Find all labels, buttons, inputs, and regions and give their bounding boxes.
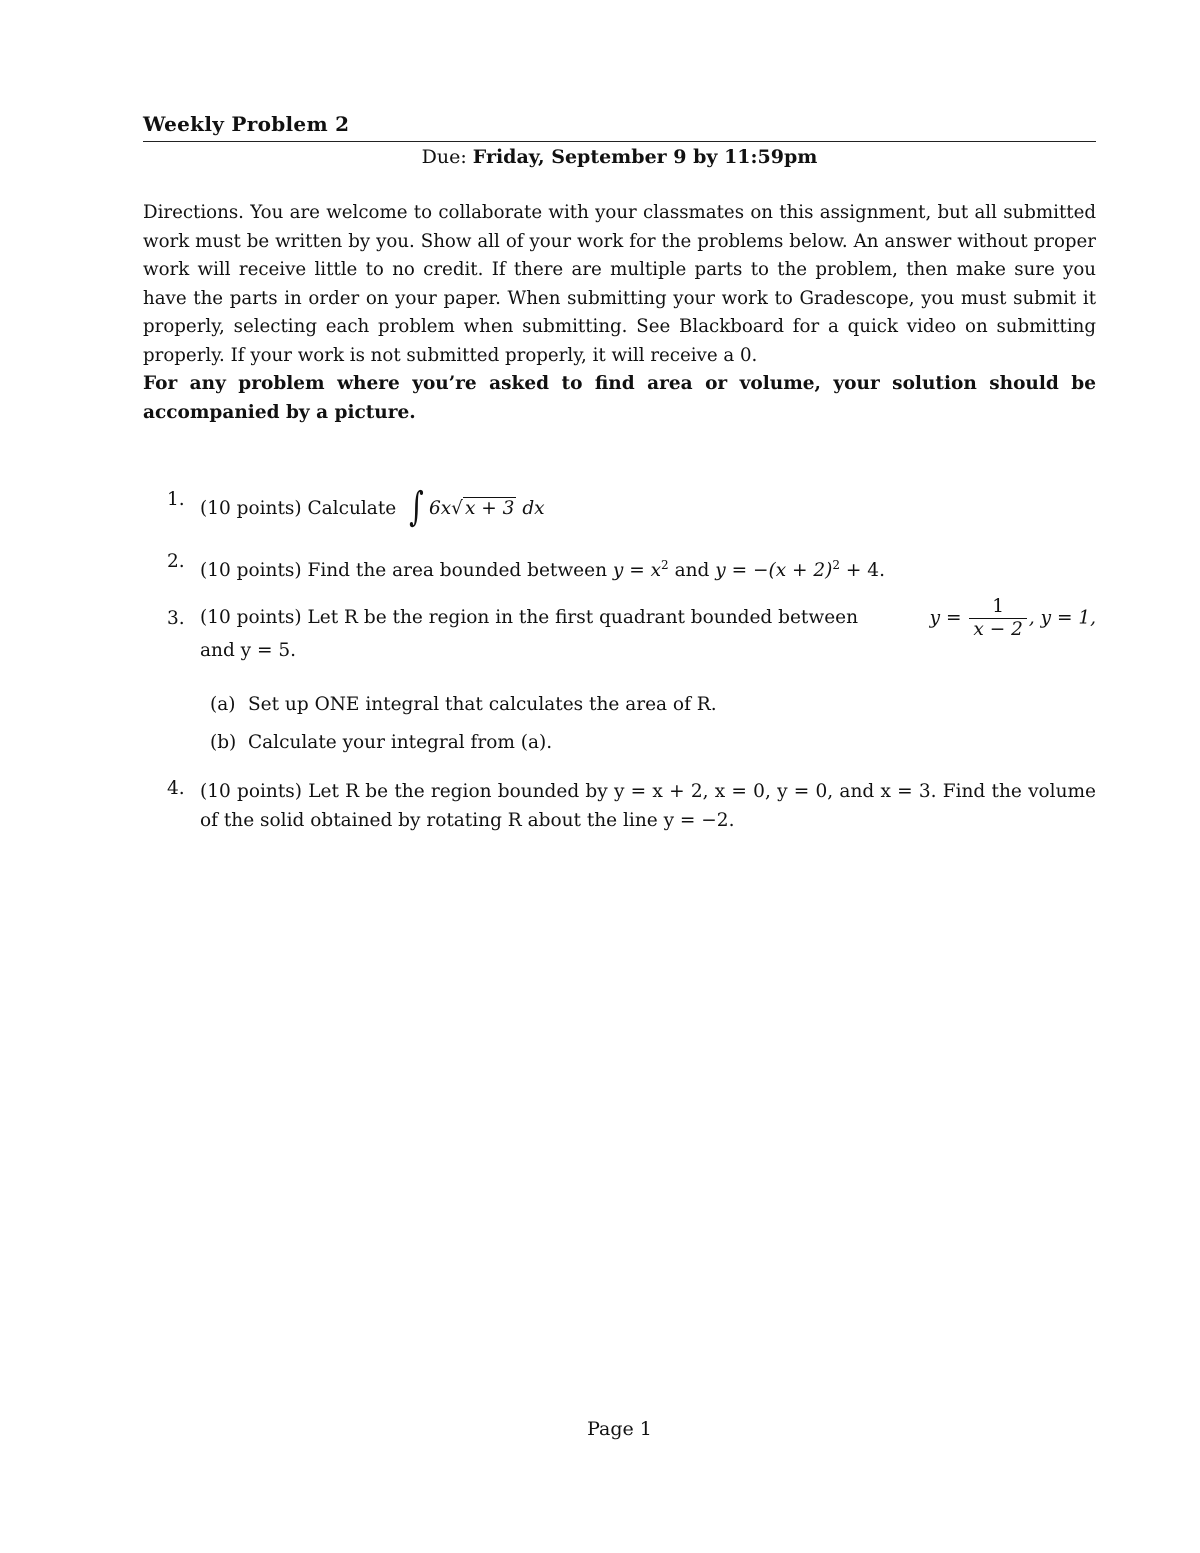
problem-text: Find the area bounded between	[307, 560, 607, 582]
document-page	[143, 0, 1096, 1553]
problem-number: 3.	[167, 608, 185, 629]
problem-2	[143, 551, 1096, 586]
radical-symbol: √	[451, 498, 463, 519]
problem-3-part-a	[143, 694, 1096, 715]
problem-3	[143, 596, 1096, 666]
equation-1: y = x	[612, 560, 662, 582]
subpart-text: Calculate your integral from (a).	[248, 732, 553, 753]
fraction	[969, 596, 1026, 641]
problem-text: Calculate	[307, 498, 397, 519]
equation-lhs: y =	[929, 607, 962, 629]
equation-after-fraction: , y = 1,	[1028, 607, 1096, 629]
problem-text: Let R be the region bounded by y = x + 2, x = 0, y = 0, and x = 3. Find the volume of the solid obtained by rotating R about the line y = −2.	[200, 781, 1096, 831]
picture-requirement-note: For any problem where you’re asked to find area or volume, your solution should be accompanied by a picture.	[143, 373, 1096, 423]
equation-2-tail: + 4.	[845, 560, 885, 582]
problem-text: Let R be the region in the first quadrant bounded between	[307, 607, 859, 629]
fraction-denominator: x − 2	[973, 619, 1023, 640]
subpart-label: (b)	[210, 732, 237, 753]
due-label: Due:	[421, 146, 473, 168]
due-date-line	[143, 146, 1096, 168]
problem-3-line-2: and y = 5.	[200, 640, 297, 661]
problem-number: 4.	[167, 778, 185, 799]
directions-text: Directions. You are welcome to collaborate with your classmates on this assignment, but all submitted work must be written by you. Show all of your work for the problems below. An answer without proper work will receive little to no credit. If there are multiple parts to the problem, then make sure you have the parts in order on your paper. When submitting your work to Gradescope, you must submit it properly, selecting each problem when submitting. See Blackboard for a quick video on submitting properly. If your work is not submitted properly, it will receive a 0.	[143, 202, 1096, 366]
conjunction: and	[674, 560, 710, 582]
subpart-label: (a)	[210, 694, 236, 715]
problem-3-part-b	[143, 732, 1096, 753]
header-divider	[143, 141, 1096, 142]
problem-points: (10 points)	[200, 781, 302, 802]
fraction-numerator: 1	[969, 596, 1026, 619]
equation-2: y = −(x + 2)	[715, 560, 833, 582]
square-root	[451, 495, 516, 524]
assignment-title: Weekly Problem 2	[143, 112, 350, 136]
integral-symbol: ∫	[409, 484, 424, 530]
problem-points: (10 points)	[200, 560, 302, 582]
subpart-text: Set up ONE integral that calculates the area of R.	[248, 694, 717, 715]
problem-number: 2.	[167, 551, 185, 572]
page-number: Page 1	[587, 1418, 652, 1440]
integrand-prefix: 6x	[428, 498, 452, 519]
differential: dx	[522, 498, 545, 519]
exponent: 2	[661, 558, 669, 572]
problem-4	[143, 778, 1096, 835]
exponent: 2	[832, 558, 841, 572]
problem-points: (10 points)	[200, 607, 302, 629]
problem-points: (10 points)	[200, 498, 302, 519]
directions-block	[143, 199, 1096, 427]
radicand: x + 3	[464, 498, 515, 519]
due-date-value: Friday, September 9 by 11:59pm	[472, 146, 818, 168]
problem-1	[143, 484, 1096, 530]
problem-number: 1.	[167, 489, 185, 510]
